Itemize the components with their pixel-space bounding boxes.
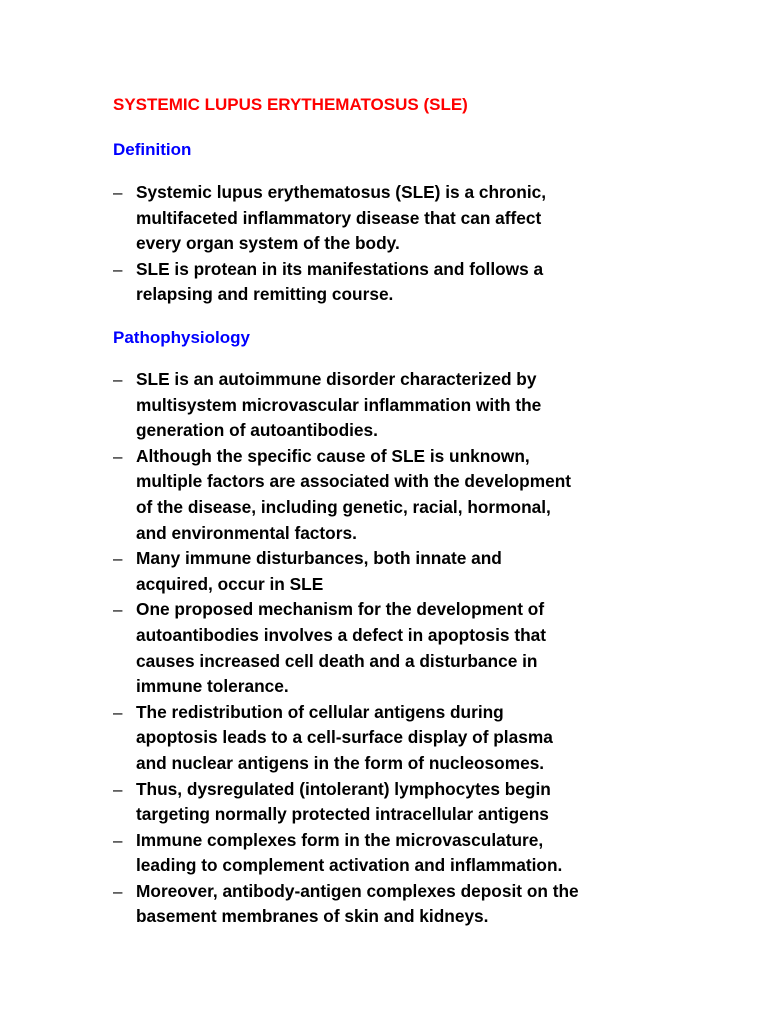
bullet-text-line: every organ system of the body.: [136, 233, 400, 254]
bullet-item: [0, 257, 768, 308]
bullet-text-line: SLE is protean in its manifestations and follows a: [136, 258, 544, 279]
bullet-text-line: autoantibodies involves a defect in apoptosis that: [136, 624, 547, 645]
bullet-item: [0, 828, 768, 879]
section-heading-definition: Definition: [113, 140, 192, 159]
dash-bullet-icon: –: [113, 830, 123, 850]
bullet-text-line: Systemic lupus erythematosus (SLE) is a chronic,: [136, 182, 547, 202]
document-title: SYSTEMIC LUPUS ERYTHEMATOSUS (SLE): [113, 95, 468, 114]
bullet-item: [0, 879, 768, 930]
bullet-item: [0, 444, 768, 546]
bullet-text-line: multisystem microvascular inflammation with the: [136, 394, 542, 415]
bullet-text-line: SLE is an autoimmune disorder characterized by: [136, 369, 537, 389]
bullet-item: [0, 597, 768, 699]
bullet-item: [0, 546, 768, 597]
dash-bullet-icon: –: [113, 446, 123, 466]
bullet-text-line: Although the specific cause of SLE is unknown,: [136, 445, 530, 466]
bullet-text-line: leading to complement activation and inflammation.: [136, 855, 563, 876]
bullet-text-line: and environmental factors.: [136, 522, 357, 543]
bullet-item: [0, 700, 768, 777]
section-heading-pathophysiology: Pathophysiology: [113, 328, 250, 347]
bullet-text-line: Many immune disturbances, both innate and: [136, 548, 502, 569]
pathophysiology-bullet-list: [0, 367, 768, 930]
dash-bullet-icon: –: [113, 259, 123, 279]
bullet-text-line: Moreover, antibody-antigen complexes deposit on the: [136, 880, 579, 901]
dash-bullet-icon: –: [113, 881, 123, 901]
bullet-text-line: Thus, dysregulated (intolerant) lymphocytes begin: [136, 778, 551, 799]
bullet-item: [0, 367, 768, 444]
dash-bullet-icon: –: [113, 600, 123, 620]
bullet-item: [0, 180, 768, 257]
dash-bullet-icon: –: [113, 549, 123, 569]
bullet-text-line: targeting normally protected intracellular antigens: [136, 804, 549, 825]
bullet-text-line: multifaceted inflammatory disease that can affect: [136, 207, 542, 228]
dash-bullet-icon: –: [113, 779, 123, 799]
dash-bullet-icon: –: [113, 702, 123, 722]
bullet-text-line: of the disease, including genetic, racial, hormonal,: [136, 496, 551, 517]
bullet-text-line: generation of autoantibodies.: [136, 420, 378, 441]
bullet-text-line: multiple factors are associated with the development: [136, 471, 572, 492]
dash-bullet-icon: –: [113, 370, 123, 389]
bullet-text-line: and nuclear antigens in the form of nucleosomes.: [136, 752, 545, 773]
bullet-text-line: relapsing and remitting course.: [136, 284, 394, 305]
bullet-item: [0, 777, 768, 828]
definition-bullet-list: [0, 180, 768, 308]
bullet-text-line: One proposed mechanism for the development of: [136, 599, 545, 620]
bullet-text-line: immune tolerance.: [136, 676, 289, 697]
bullet-text-line: The redistribution of cellular antigens during: [136, 701, 504, 722]
bullet-text-line: basement membranes of skin and kidneys.: [136, 906, 489, 927]
bullet-text-line: apoptosis leads to a cell-surface display of plasma: [136, 727, 553, 748]
bullet-text-line: causes increased cell death and a disturbance in: [136, 650, 538, 671]
dash-bullet-icon: –: [113, 183, 123, 202]
bullet-text-line: acquired, occur in SLE: [136, 573, 324, 594]
bullet-text-line: Immune complexes form in the microvasculature,: [136, 829, 544, 850]
